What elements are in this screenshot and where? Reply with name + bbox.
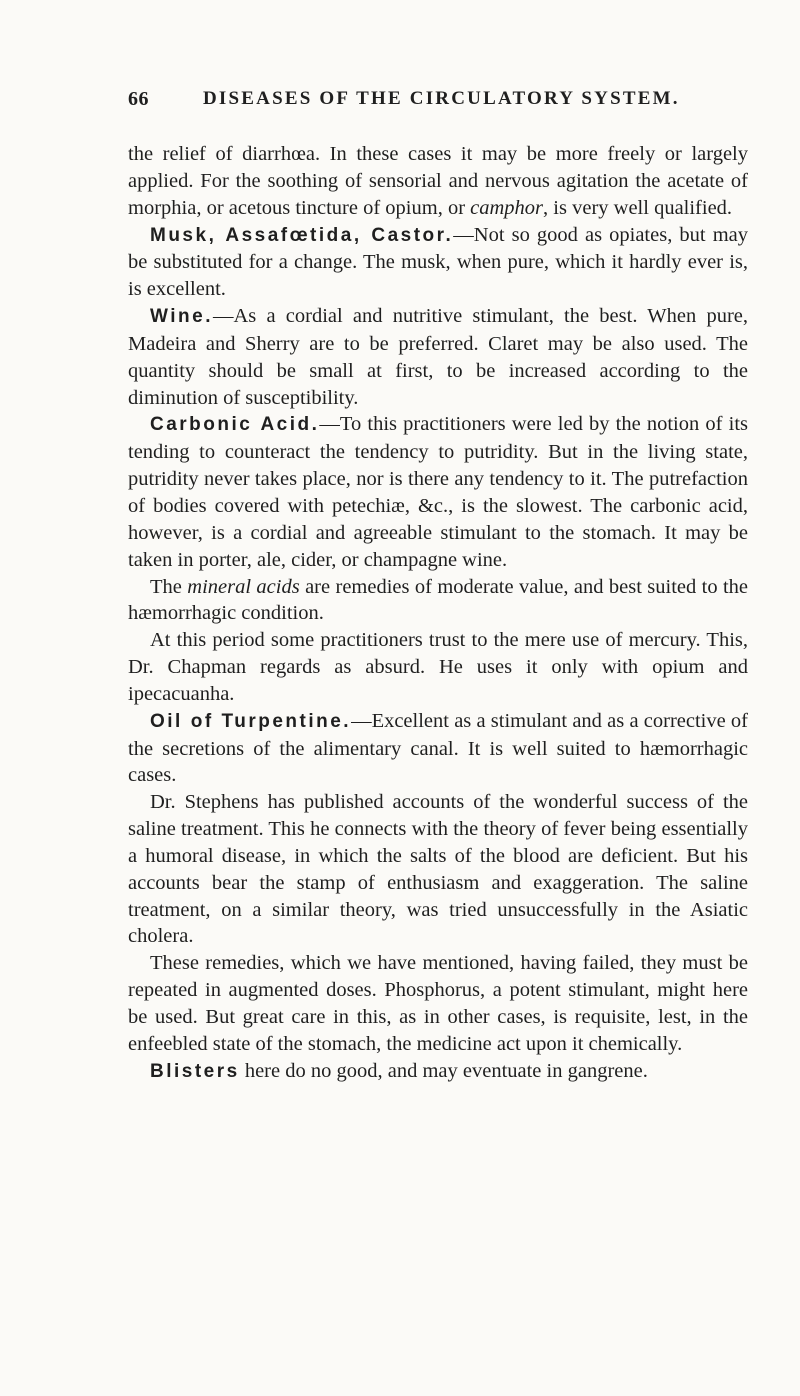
paragraph-text: Dr. Stephens has published accounts of the wonderful success of the saline treatment. This he connects with the theory of fever being essentially a humoral disease, in which the salts of the blood are deficient. But his accounts bear the stamp of enthusiasm and exaggeration. The saline treatment, on a similar theory, was tried unsuccessfully in the Asiatic cholera.: [128, 791, 748, 948]
paragraph-text: The: [150, 575, 188, 598]
paragraph-text: —To this practitioners were led by the notion of its tending to counteract the tendency to putridity. But in the living state, putridity never takes place, nor is there any tendency to it. The putrefaction of bodies covered with petechiæ, &c., is the slowest. The carbonic acid, however, is a cordial and agreeable stimulant to the stomach. It may be taken in porter, ale, cider, or champagne wine.: [128, 413, 748, 571]
paragraph: [128, 1058, 748, 1086]
entry-heading: Oil of Turpentine.: [150, 710, 352, 732]
paragraph-text: At this period some practitioners trust to the mere use of mercury. This, Dr. Chapman regards as absurd. He uses it only with opium and ipecacuanha.: [128, 629, 748, 705]
running-head-title: DISEASES OF THE CIRCULATORY SYSTEM.: [203, 88, 680, 109]
paragraph-text: These remedies, which we have mentioned, having failed, they must be repeated in augmented doses. Phosphorus, a potent stimulant, might here be used. But great care in this, as in other cases, is requisite, lest, in the enfeebled state of the stomach, the medicine act upon it chemically.: [128, 952, 748, 1055]
entry-heading: Blisters: [150, 1060, 240, 1082]
paragraph: [128, 789, 748, 950]
paragraph-text: —As a cordial and nutritive stimulant, the best. When pure, Madeira and Sherry are to be preferred. Claret may be also used. The quantity should be small at first, to be increased according to the diminution of susceptibility.: [128, 305, 748, 409]
paragraph: [128, 708, 748, 790]
paragraph: [128, 141, 748, 222]
paragraph: [128, 411, 748, 573]
paragraph: [128, 627, 748, 708]
paragraph-text: the relief of diarrhœa. In these cases it may be more freely or largely applied. For the soothing of sensorial and nervous agitation the acetate of morphia, or acetous tincture of opium, or: [128, 143, 748, 219]
entry-heading: Wine.: [150, 306, 213, 328]
running-head: [128, 88, 748, 118]
paragraph: [128, 303, 748, 411]
entry-heading: Musk, Assafœtida, Castor.: [150, 224, 454, 246]
paragraph: [128, 950, 748, 1057]
emphasis-text: mineral acids: [187, 575, 300, 598]
paragraph-text: —Not so good as opiates, but may be substituted for a change. The musk, when pure, which it hardly ever is, is excellent.: [128, 223, 748, 301]
page-number: 66: [128, 88, 149, 110]
paragraph: [128, 222, 748, 304]
paragraph-text: here do no good, and may eventuate in gangrene.: [239, 1059, 648, 1082]
paragraph-text: are remedies of moderate value, and best suited to the hæmorrhagic condition.: [128, 575, 748, 625]
paragraph-text: , is very well qualified.: [543, 196, 733, 219]
paragraph: [128, 574, 748, 628]
emphasis-text: camphor: [470, 196, 544, 219]
paragraph-text: —Excellent as a stimulant and as a corrective of the secretions of the alimentary canal. It is well suited to hæmorrhagic cases.: [128, 709, 749, 787]
body-text: [128, 141, 748, 1086]
entry-heading: Carbonic Acid.: [150, 414, 320, 436]
